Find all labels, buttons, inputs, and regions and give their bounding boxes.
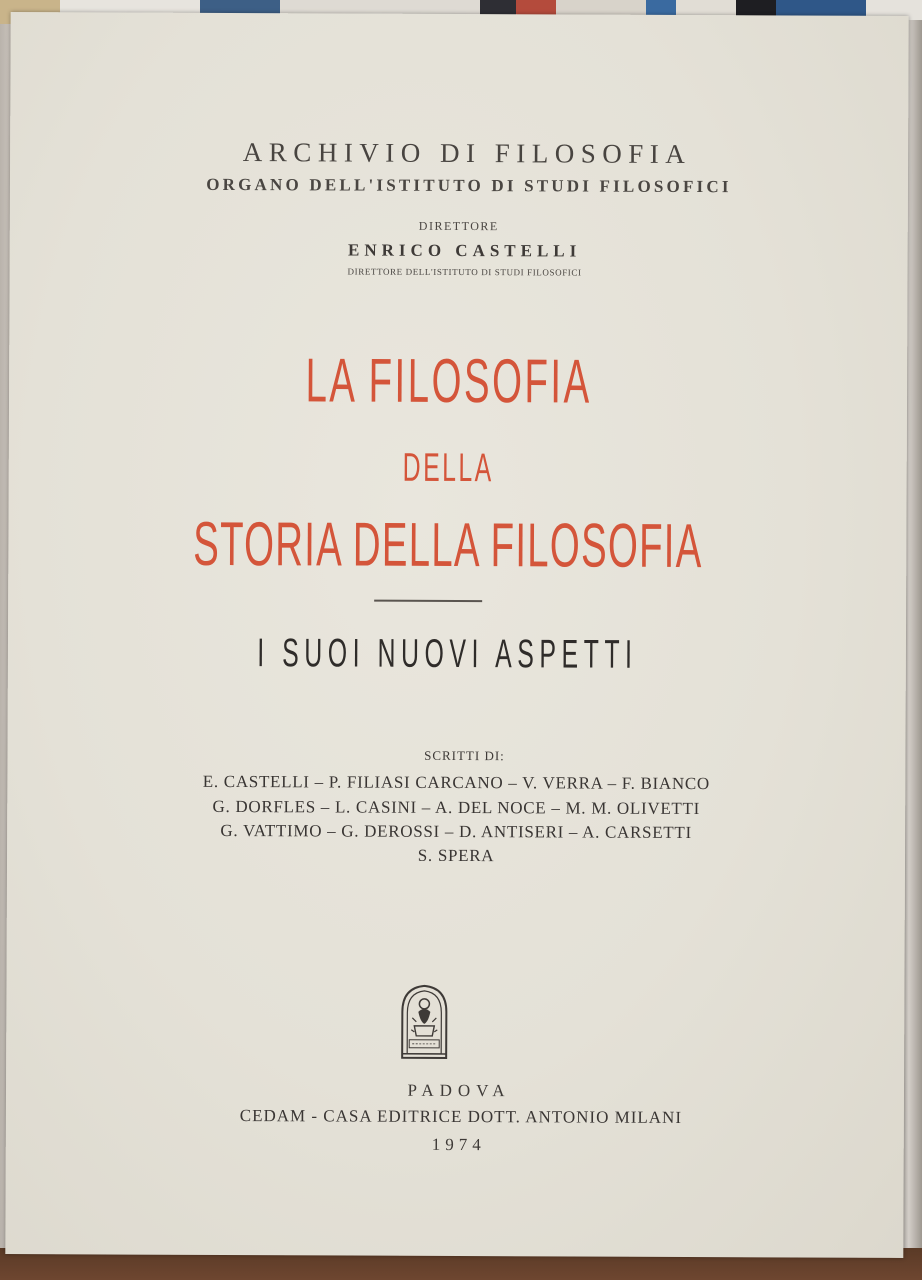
series-subtitle: ORGANO DELL'ISTITUTO DI STUDI FILOSOFICI: [206, 174, 732, 197]
written-by-label: SCRITTI DI:: [424, 747, 505, 764]
title-line-1: LA FILOSOFIA: [305, 346, 592, 417]
authors-line: G. DORFLES – L. CASINI – A. DEL NOCE – M. M. OLIVETTI: [212, 796, 701, 819]
director-name: ENRICO CASTELLI: [348, 240, 582, 261]
book-subtitle: I SUOI NUOVI ASPETTI: [257, 631, 638, 677]
publication-city: PADOVA: [407, 1080, 511, 1101]
publisher-name: CEDAM - CASA EDITRICE DOTT. ANTONIO MILANI: [239, 1106, 683, 1127]
series-title: ARCHIVIO DI FILOSOFIA: [242, 137, 692, 170]
director-role: DIRETTORE DELL'ISTITUTO DI STUDI FILOSOFICI: [347, 266, 582, 278]
title-line-2: DELLA: [402, 445, 494, 491]
title-line-3: STORIA DELLA FILOSOFIA: [193, 509, 703, 582]
book-cover: [5, 12, 908, 1258]
authors-line: S. SPERA: [417, 845, 495, 866]
publisher-emblem-icon: [398, 982, 450, 1060]
title-divider: [374, 600, 482, 602]
authors-line: G. VATTIMO – G. DEROSSI – D. ANTISERI – A. CARSETTI: [220, 820, 692, 843]
director-label: DIRETTORE: [418, 218, 499, 234]
publication-year: 1974: [431, 1134, 486, 1155]
authors-line: E. CASTELLI – P. FILIASI CARCANO – V. VERRA – F. BIANCO: [202, 771, 710, 794]
